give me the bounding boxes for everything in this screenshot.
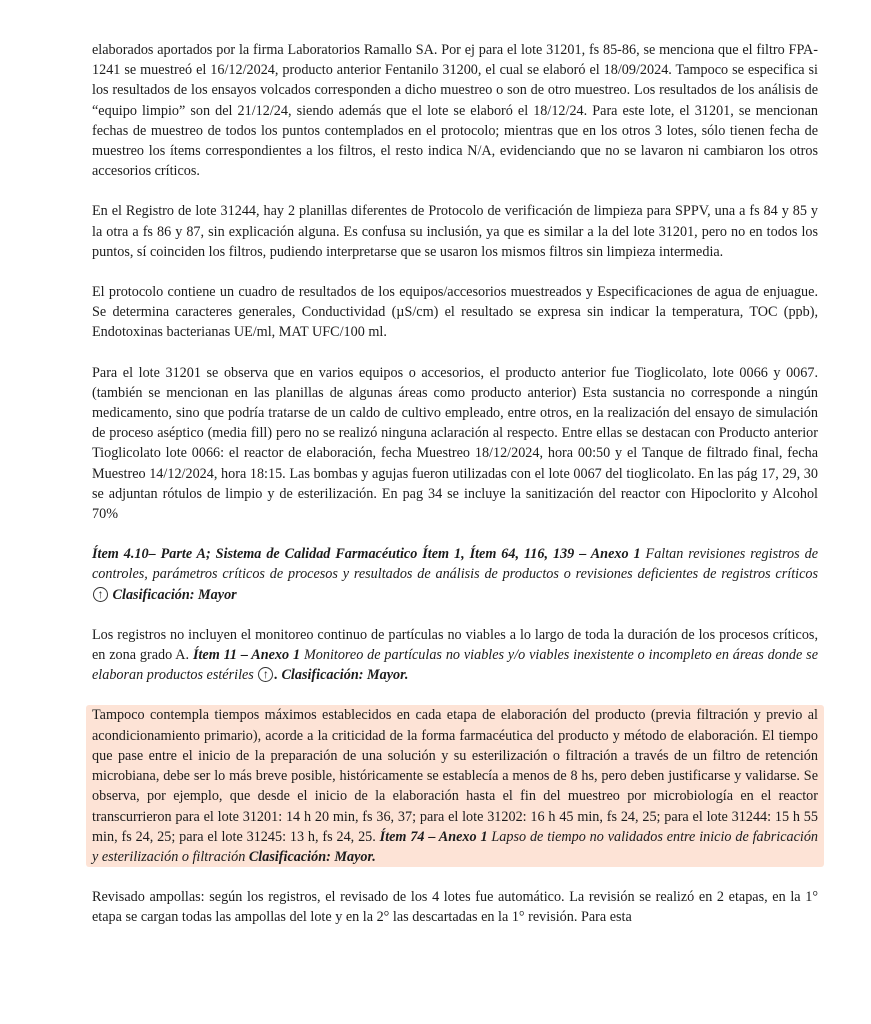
paragraph-cleaning-lot-31201 <box>92 40 818 181</box>
paragraph-text: Tampoco contempla tiempos máximos establecidos en cada etapa de elaboración del producto (previa filtración y previo al acondicionamiento primario), acorde a la criticidad de la forma farmacéutica del producto y método de elaboración. El tiempo que pase entre el inicio de la preparación de una solución y su esterilización o filtración a través de un filtro de retención microbiana, debe ser lo más breve posible, históricamente se establecía a menos de 8 hs, pero deben justificarse y validarse. Se observa, por ejemplo, que desde el inicio de la elaboración hasta el fin del muestreo por microbiología en el reactor transcurrieron para el lote 31201: 14 h 20 min, fs 36, 37; para el lote 31202: 16 h 45 min, fs 24, 25; para el lote 31244: 15 h 55 min, fs 24, 25; para el lote 31245: 13 h, fs 24, 25. <box>92 707 818 845</box>
up-arrow-icon: ↑ <box>93 587 108 602</box>
paragraph-protocol-results <box>92 282 818 343</box>
finding-reference: Ítem 4.10– Parte A; Sistema de Calidad Farmacéutico Ítem 1, Ítem 64, 116, 139 – Anexo 1 <box>92 546 641 563</box>
paragraph-ampoule-review <box>92 887 818 927</box>
paragraph-text: Los registros no incluyen el monitoreo continuo de partículas no viables a lo largo de toda la duración de los procesos críticos, en zona grado A. <box>92 626 818 664</box>
paragraph-text: Revisado ampollas: según los registros, el revisado de los 4 lotes fue automático. La revisión se realizó en 2 etapas, en la 1° etapa se cargan todas las ampollas del lote y en la 2° las descartadas en la 1° revisión. Para esta <box>92 889 818 926</box>
finding-description: Monitoreo de partículas no viables y/o viables inexistente o incompleto en áreas donde se elaboran productos estériles <box>92 647 818 684</box>
finding-reference: Ítem 74 – Anexo 1 <box>379 828 488 845</box>
paragraph-text: Para el lote 31201 se observa que en varios equipos o accesorios, el producto anterior fue Tioglicolato, lote 0066 y 0067. (también se mencionan en las planillas de algunas áreas como producto anterior) Esta sustancia no corresponde a ningún medicamento, sino que podría tratarse de un caldo de cultivo empleado, entre otros, en la realización del ensayo de simulación de proceso aséptico (media fill) pero no se realizó ninguna aclaración al respecto. Entre ellas se destacan con Producto anterior Tioglicolato lote 0066: el reactor de elaboración, fecha Muestreo 18/12/2024, hora 00:50 y el Tanque de filtrado final, fecha Muestreo 14/12/2024, hora 18:15. Las bombas y agujas fueron utilizadas con el lote 0067 del tioglicolato. En las pág 17, 29, 30 se adjuntan rótulos de limpio y de esterilización. En pag 34 se incluye la sanitización del reactor con Hipoclorito y Alcohol 70% <box>92 364 818 523</box>
document-page <box>92 40 818 948</box>
paragraph-text: El protocolo contiene un cuadro de resultados de los equipos/accesorios muestreados y Especificaciones de agua de enjuague. Se determina caracteres generales, Conductividad (µS/cm) el resultado se expresa sin indicar la temperatura, TOC (ppb), Endotoxinas bacterianas UE/ml, MAT UFC/100 ml. <box>92 284 818 341</box>
paragraph-particle-monitoring <box>92 625 818 686</box>
paragraph-tioglicolato <box>92 363 818 525</box>
paragraph-text: En el Registro de lote 31244, hay 2 planillas diferentes de Protocolo de verificación de limpieza para SPPV, una a fs 84 y 85 y la otra a fs 86 y 87, sin explicación alguna. Es confusa su inclusión, ya que es similar a la del lote 31201, pero no en todos los puntos, sí coinciden los filtros, pudiendo interpretarse que se usaron los mismos filtros sin limpieza intermedia. <box>92 203 818 260</box>
up-arrow-icon: ↑ <box>258 667 273 682</box>
finding-item-4-10 <box>92 544 818 605</box>
finding-classification: . Clasificación: Mayor. <box>274 667 409 684</box>
highlighted-paragraph-max-times <box>86 705 824 867</box>
paragraph-lot-31244-register <box>92 201 818 262</box>
finding-classification: Clasificación: Mayor <box>109 586 237 603</box>
paragraph-text: elaborados aportados por la firma Laboratorios Ramallo SA. Por ej para el lote 31201, fs 85-86, se menciona que el filtro FPA-1241 se muestreó el 16/12/2024, producto anterior Fentanilo 31200, el cual se elaboró el 18/09/2024. Tampoco se especifica si los resultados de los ensayos volcados corresponden a dicho muestreo o son de otro muestreo. Los resultados de los análisis de “equipo limpio” son del 21/12/24, siendo además que el lote se elaboró el 18/12/24. Para este lote, el 31201, se mencionan fechas de muestreo de todos los puntos contemplados en el protocolo; mientras que en los otros 3 lotes, sólo tienen fecha de muestreo los ítems correspondientes a los filtros, el resto indica N/A, evidenciando que no se lavaron ni cambiaron los otros accesorios críticos. <box>92 42 818 180</box>
finding-description: Faltan revisiones registros de controles, parámetros críticos de procesos y resultados de análisis de productos o revisiones deficientes de registros críticos <box>92 546 818 583</box>
finding-classification: Clasificación: Mayor. <box>248 848 376 865</box>
finding-description: Lapso de tiempo no validados entre inicio de fabricación y esterilización o filtración <box>92 828 819 865</box>
finding-reference: Ítem 11 – Anexo 1 <box>192 647 301 664</box>
